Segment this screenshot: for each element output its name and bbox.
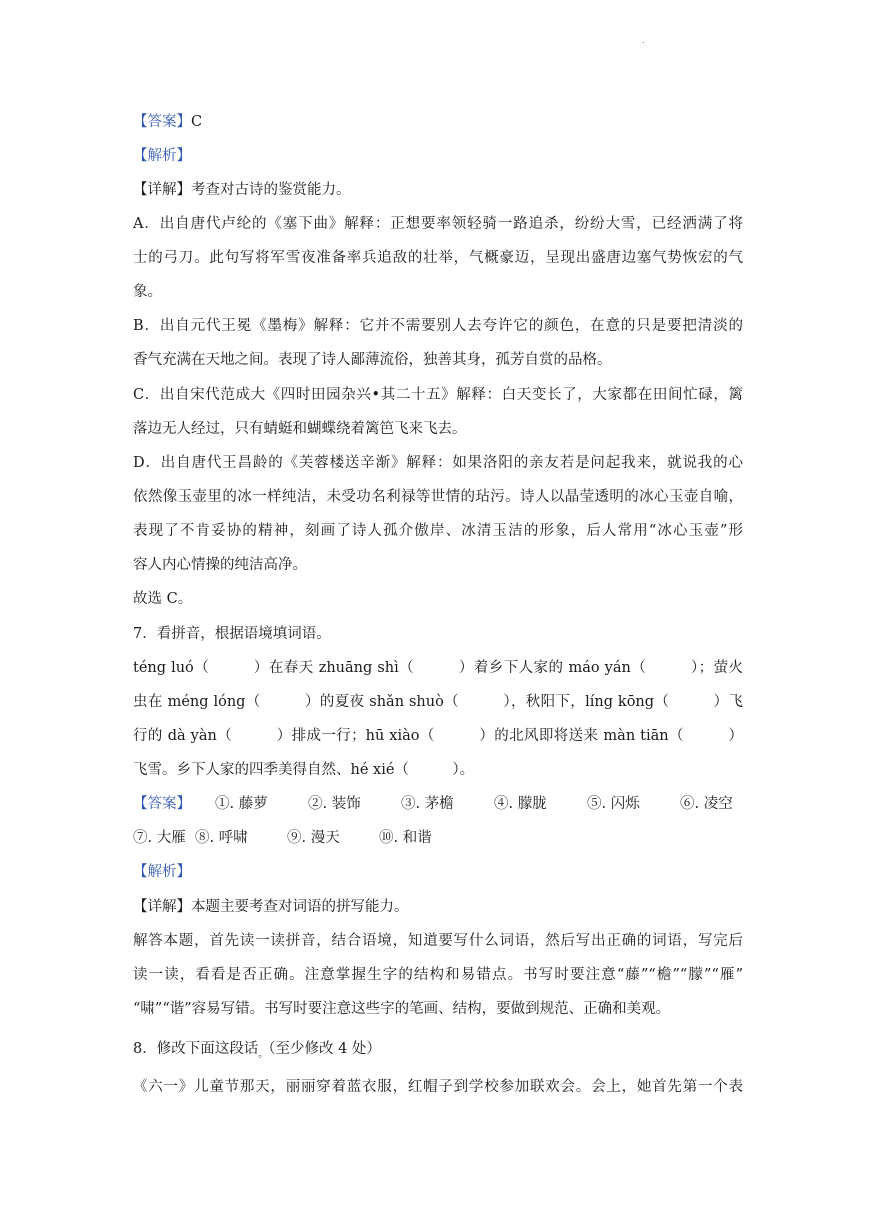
option-b-line-1: B．出自元代王冕《墨梅》解释：它并不需要别人去夸许它的颜色，在意的只是要把清淡的 bbox=[133, 318, 743, 334]
answer-item: ⑤. 闪烁 bbox=[587, 796, 640, 812]
answer-tag: 【答案】 bbox=[133, 796, 191, 812]
conclusion: 故选 C。 bbox=[133, 591, 193, 607]
q7-title: 7．看拼音，根据语境填词语。 bbox=[133, 626, 331, 642]
header-dot: . bbox=[642, 36, 645, 45]
answer-item: ⑨. 漫天 bbox=[287, 830, 340, 846]
answer-item: ⑦. 大雁 bbox=[133, 830, 186, 846]
answer-item: ⑩. 和谐 bbox=[379, 830, 432, 846]
q7-explanation-line-3: “啸”“谐”容易写错。书写时要注意这些字的笔画、结构，要做到规范、正确和美观。 bbox=[133, 1001, 671, 1017]
option-c-line-2: 落边无人经过，只有蜻蜓和蝴蝶绕着篱笆飞来飞去。 bbox=[133, 421, 467, 437]
option-d-line-1: D．出自唐代王昌龄的《芙蓉楼送辛渐》解释：如果洛阳的亲友若是问起我来，就说我的心 bbox=[133, 455, 743, 471]
q7-explanation-line-2: 读一读，看看是否正确。注意掌握生字的结构和易错点。书写时要注意“藤”“檐”“朦”“雁” bbox=[133, 967, 743, 983]
option-d-line-4: 容人内心情操的纯洁高净。 bbox=[133, 557, 307, 573]
answer-item: ⑥. 凌空 bbox=[680, 796, 733, 812]
option-a-line-3: 象。 bbox=[133, 284, 162, 300]
q8-text-line-1: 《六一》儿童节那天，丽丽穿着蓝衣服，红帽子到学校参加联欢会。会上，她首先第一个表 bbox=[133, 1079, 743, 1095]
q7-answer-row-1 bbox=[133, 794, 743, 814]
analysis-tag: 【解析】 bbox=[133, 148, 191, 164]
detail-line: 【详解】考查对古诗的鉴赏能力。 bbox=[133, 182, 351, 198]
detail-line: 【详解】本题主要考查对词语的拼写能力。 bbox=[133, 899, 409, 915]
option-d-line-3: 表现了不肯妥协的精神，刻画了诗人孤介傲岸、冰清玉洁的形象，后人常用“冰心玉壶”形 bbox=[133, 523, 743, 539]
answer-item: ①. 藤萝 bbox=[215, 796, 268, 812]
q7-pinyin-line-3: 行的 dà yàn（ ）排成一行；hū xiào（ ）的北风即将送来 màn tiān（ ） bbox=[133, 728, 743, 744]
q7-explanation-line-1: 解答本题，首先读一读拼音，结合语境，知道要写什么词语，然后写出正确的词语，写完后 bbox=[133, 933, 743, 949]
analysis-tag: 【解析】 bbox=[133, 864, 191, 880]
q7-answer-row-2 bbox=[133, 828, 743, 848]
q7-pinyin-line-1: téng luó（ ）在春天 zhuāng shì（ ）着乡下人家的 máo yán（ ）；萤火 bbox=[133, 660, 743, 676]
answer-item: ②. 装饰 bbox=[308, 796, 361, 812]
answer-item: ③. 茅檐 bbox=[401, 796, 454, 812]
option-c-line-1: C．出自宋代范成大《四时田园杂兴•其二十五》解释：白天变长了，大家都在田间忙碌，篱 bbox=[133, 387, 743, 403]
answer-value: C bbox=[191, 114, 203, 130]
answer-item: ④. 朦胧 bbox=[494, 796, 547, 812]
option-a-line-2: 士的弓刀。此句写将军雪夜准备率兵追敌的壮举，气概豪迈，呈现出盛唐边塞气势恢宏的气 bbox=[133, 250, 743, 266]
q7-pinyin-line-2: 虫在 méng lóng（ ）的夏夜 shǎn shuò（ ），秋阳下，líng kōng（ ）飞 bbox=[133, 694, 743, 710]
option-a-line-1: A．出自唐代卢纶的《塞下曲》解释：正想要率领轻骑一路追杀，纷纷大雪，已经洒满了将 bbox=[133, 216, 743, 232]
answer-item: ⑧. 呼啸 bbox=[195, 830, 248, 846]
option-d-line-2: 依然像玉壶里的冰一样纯洁，未受功名利禄等世情的玷污。诗人以晶莹透明的冰心玉壶自喻， bbox=[133, 489, 743, 505]
answer-tag: 【答案】 bbox=[133, 114, 191, 130]
option-b-line-2: 香气充满在天地之间。表现了诗人鄙薄流俗，独善其身，孤芳自赏的品格。 bbox=[133, 352, 612, 368]
q7-pinyin-line-4: 飞雪。乡下人家的四季美得自然、hé xié（ ）。 bbox=[133, 762, 475, 778]
q8-title: 8．修改下面这段话$_。$（至少修改 4 处） bbox=[133, 1041, 381, 1060]
q6-answer-line bbox=[133, 112, 743, 132]
